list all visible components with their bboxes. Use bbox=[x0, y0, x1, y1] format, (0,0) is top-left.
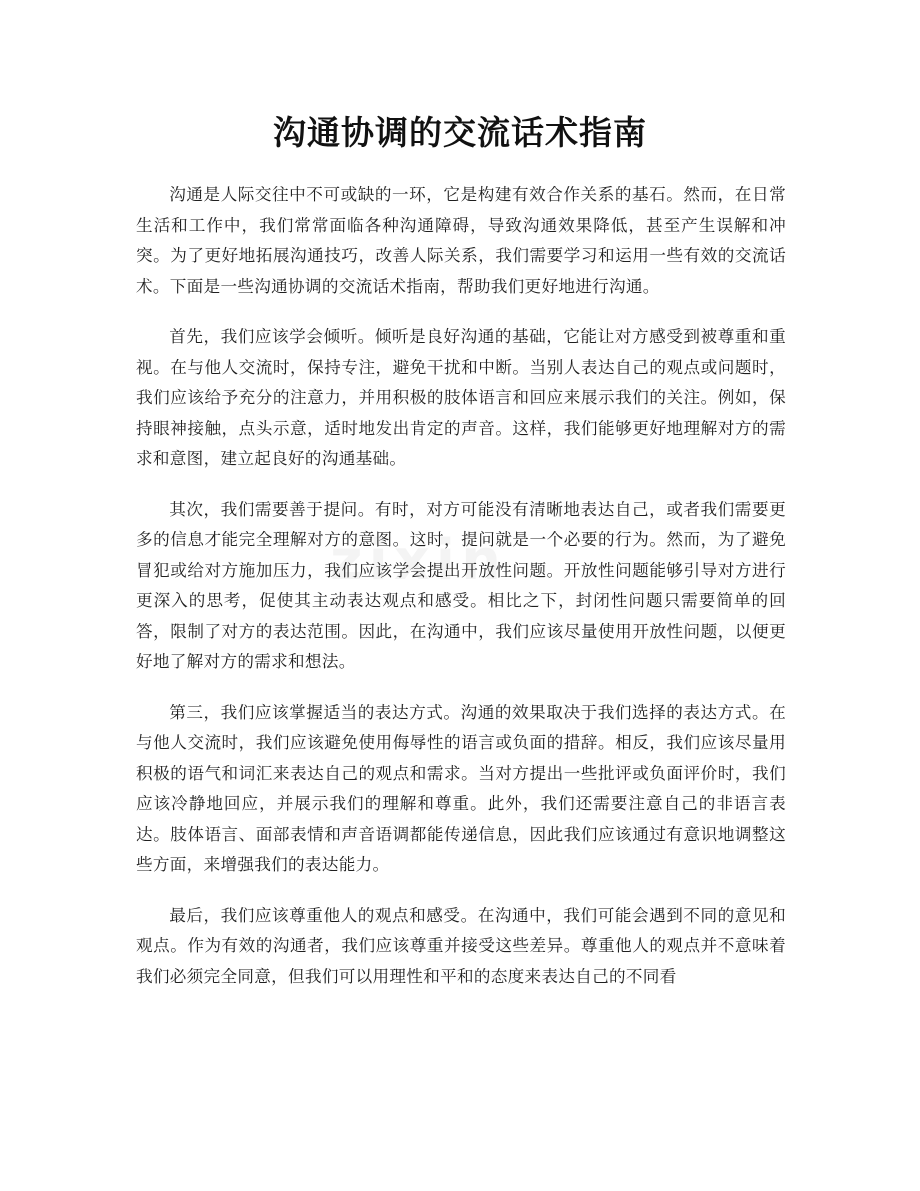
paragraph-listening: 首先，我们应该学会倾听。倾听是良好沟通的基础，它能让对方感受到被尊重和重视。在与他人交流时，保持专注，避免干扰和中断。当别人表达自己的观点或问题时，我们应该给予充分的注意力，并用积极的肢体语言和回应来展示我们的关注。例如，保持眼神接触，点头示意，适时地发出肯定的声音。这样，我们能够更好地理解对方的需求和意图，建立起良好的沟通基础。 bbox=[136, 327, 786, 468]
page-title: 沟通协调的交流话术指南 bbox=[273, 113, 647, 152]
paragraph-respect: 最后，我们应该尊重他人的观点和感受。在沟通中，我们可能会遇到不同的意见和观点。作为有效的沟通者，我们应该尊重并接受这些差异。尊重他人的观点并不意味着我们必须完全同意，但我们可以用理性和平和的态度来表达自己的不同看 bbox=[136, 905, 786, 986]
paragraph-questioning: 其次，我们需要善于提问。有时，对方可能没有清晰地表达自己，或者我们需要更多的信息才能完全理解对方的意图。这时，提问就是一个必要的行为。然而，为了避免冒犯或给对方施加压力，我们应该学会提出开放性问题。开放性问题能够引导对方进行更深入的思考，促使其主动表达观点和感受。相比之下，封闭性问题只需要简单的回答，限制了对方的表达范围。因此，在沟通中，我们应该尽量使用开放性问题，以便更好地了解对方的需求和想法。 bbox=[136, 499, 786, 671]
paragraph-expression: 第三，我们应该掌握适当的表达方式。沟通的效果取决于我们选择的表达方式。在与他人交流时，我们应该避免使用侮辱性的语言或负面的措辞。相反，我们应该尽量用积极的语气和词汇来表达自己的观点和需求。当对方提出一些批评或负面评价时，我们应该冷静地回应，并展示我们的理解和尊重。此外，我们还需要注意自己的非语言表达。肢体语言、面部表情和声音语调都能传递信息，因此我们应该通过有意识地调整这些方面，来增强我们的表达能力。 bbox=[136, 702, 786, 874]
paragraph-intro: 沟通是人际交往中不可或缺的一环，它是构建有效合作关系的基石。然而，在日常生活和工作中，我们常常面临各种沟通障碍，导致沟通效果降低，甚至产生误解和冲突。为了更好地拓展沟通技巧，改善人际关系，我们需要学习和运用一些有效的交流话术。下面是一些沟通协调的交流话术指南，帮助我们更好地进行沟通。 bbox=[136, 185, 786, 296]
document-body bbox=[136, 180, 786, 1012]
